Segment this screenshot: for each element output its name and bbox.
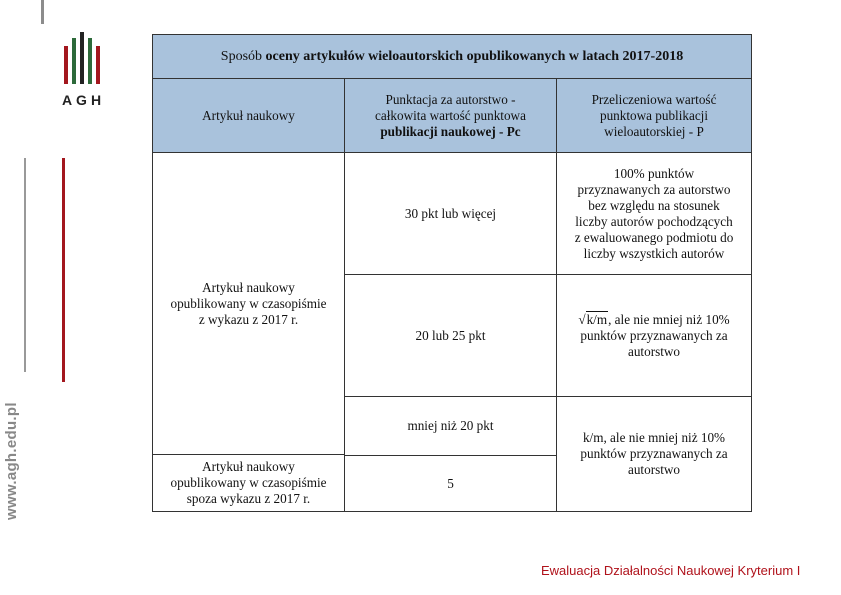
agh-logo bbox=[56, 32, 108, 112]
footer-caption: Ewaluacja Działalności Naukowej Kryterium I bbox=[541, 563, 801, 578]
points-30-or-more: 30 pkt lub więcej bbox=[345, 153, 557, 275]
points-unlisted: 5 bbox=[345, 455, 557, 511]
points-20-or-25: 20 lub 25 pkt bbox=[345, 275, 557, 397]
sqrt-symbol: √ bbox=[578, 312, 586, 327]
gray-divider-line bbox=[24, 158, 26, 372]
sqrt-expression: k/m bbox=[586, 312, 608, 327]
header-article: Artykuł naukowy bbox=[153, 79, 345, 153]
evaluation-table bbox=[152, 34, 752, 512]
site-url: www.agh.edu.pl bbox=[3, 402, 20, 520]
top-divider-line bbox=[41, 0, 44, 24]
agh-wordmark: AGH bbox=[61, 92, 106, 108]
article-unlisted-journal: Artykuł naukowy opublikowany w czasopiśmie spoza wykazu z 2017 r. bbox=[153, 455, 345, 511]
value-km-formula: k/m, ale nie mniej niż 10% punktów przyznawanych za autorstwo bbox=[580, 430, 728, 477]
value-sqrt-formula: √k/m, ale nie mniej niż 10% punktów przyznawanych za autorstwo bbox=[557, 275, 751, 397]
header-converted-value: Przeliczeniowa wartość punktowa publikacji wieloautorskiej - P bbox=[557, 79, 751, 153]
value-100-percent: 100% punktów przyznawanych za autorstwo bez względu na stosunek liczby autorów pochodzących z ewaluowanego podmiotu do liczby wszystkich autorów bbox=[557, 153, 751, 275]
red-divider-line bbox=[62, 158, 65, 382]
agh-logo-emblem bbox=[56, 32, 108, 84]
table-title: Sposób oceny artykułów wieloautorskich opublikowanych w latach 2017-2018 bbox=[153, 35, 751, 79]
points-less-than-20: mniej niż 20 pkt bbox=[345, 397, 557, 455]
article-listed-journal: Artykuł naukowy opublikowany w czasopiśmie z wykazu z 2017 r. bbox=[153, 153, 345, 455]
header-points: Punktacja za autorstwo - całkowita wartość punktowa publikacji naukowej - Pc bbox=[345, 79, 557, 153]
